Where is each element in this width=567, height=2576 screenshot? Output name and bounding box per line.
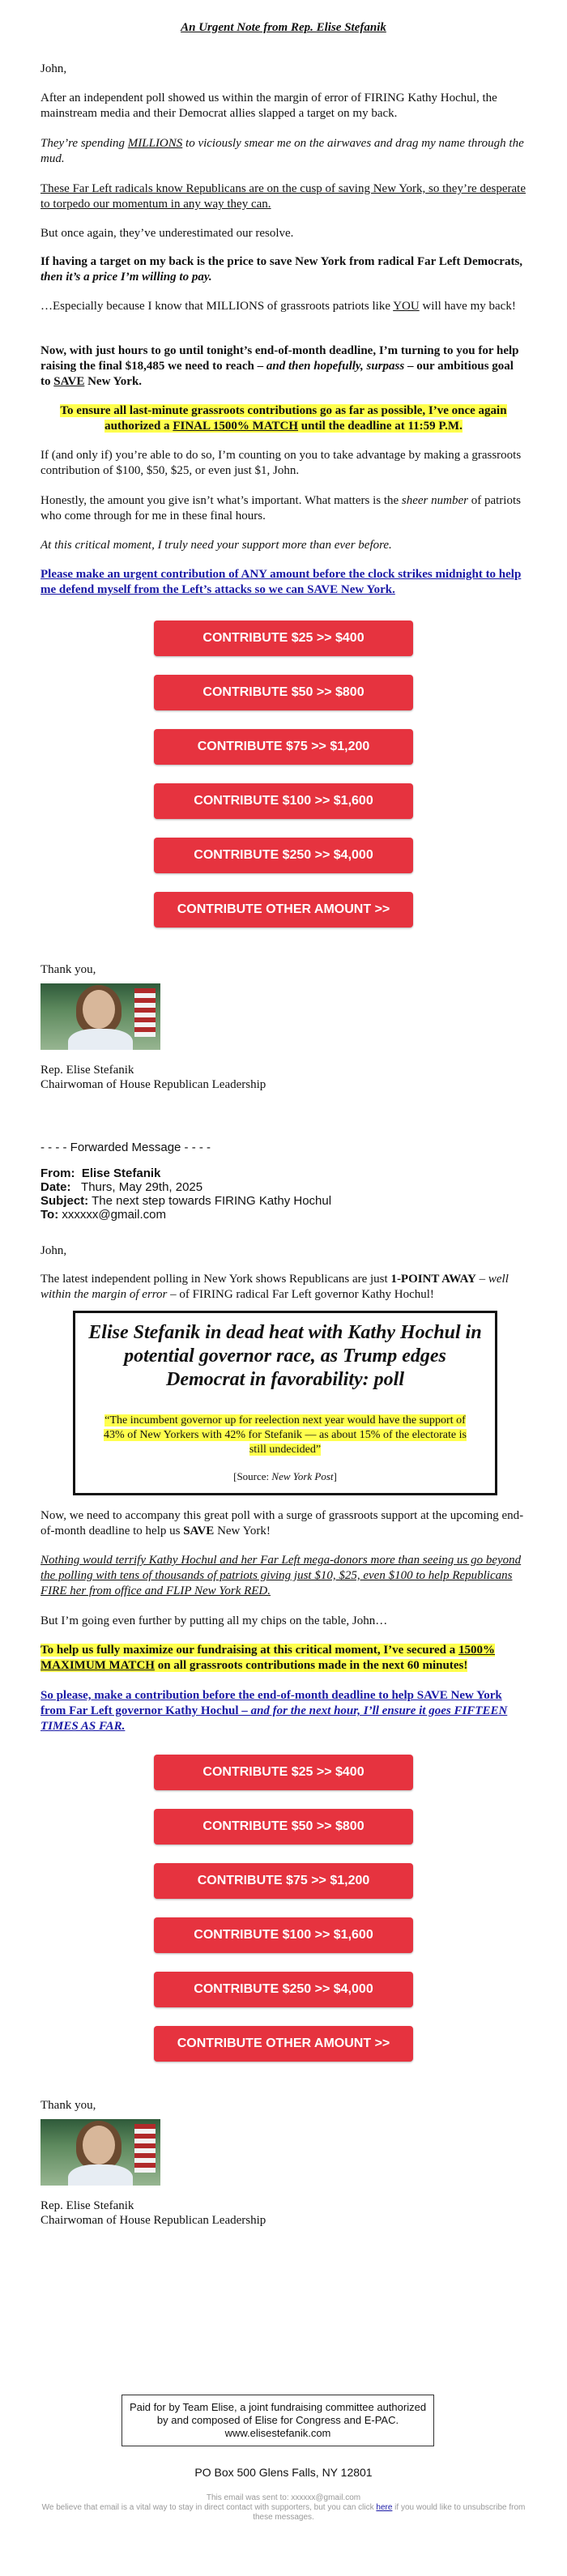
contribute-link[interactable]: Please make an urgent contribution of ANY amount before the clock strikes midnight to help me defend myself from the Left’s attacks so we can SAVE New York.: [40, 568, 522, 596]
contribute-75-button-2[interactable]: CONTRIBUTE $75 >> $1,200: [154, 1863, 413, 1899]
news-quote-box: [73, 1311, 497, 1495]
news-source: [Source: New York Post]: [233, 1470, 337, 1482]
forwarded-to: To: xxxxxx@gmail.com: [40, 1208, 166, 1222]
contribute-other-button[interactable]: CONTRIBUTE OTHER AMOUNT >>: [154, 892, 413, 928]
forwarded-from: From: Elise Stefanik: [40, 1166, 161, 1180]
paragraph-10: At this critical moment, I truly need your support more than ever before.: [40, 539, 392, 552]
contribute-25-button-2[interactable]: CONTRIBUTE $25 >> $400: [154, 1755, 413, 1790]
surge-paragraph: Now, we need to accompany this great poll with a surge of grassroots support at the upcoming end-of-month deadline to help us SAVE New York!: [40, 1509, 524, 1537]
paragraph-4: But once again, they’ve underestimated our resolve.: [40, 227, 294, 240]
paragraph-8: If (and only if) you’re able to do so, I’m counting on you to take advantage by making a grassroots contribution of $100, $50, $25, or even just $1, John.: [40, 449, 522, 477]
forwarded-header: - - - - Forwarded Message - - - -: [40, 1141, 211, 1154]
contribute-25-button[interactable]: CONTRIBUTE $25 >> $400: [154, 621, 413, 656]
signer-name: Rep. Elise Stefanik: [40, 1064, 134, 1077]
paragraph-5: If having a target on my back is the price to save New York from radical Far Left Democrats, then it’s a price I’m willing to pay.: [40, 255, 523, 284]
paragraph-6: …Especially because I know that MILLIONS of grassroots patriots like YOU will have my back!: [40, 300, 516, 313]
match-highlight-2: To help us fully maximize our fundraising at this critical moment, I’ve secured a 1500% MAXIMUM MATCH on all grassroots contributions made in the next 60 minutes!: [40, 1644, 495, 1672]
thank-you: Thank you,: [40, 963, 96, 976]
news-quote: “The incumbent governor up for reelection next year would have the support of 43% of New Yorkers with 42% for Stefanik — as about 15% of the electorate is still undecided”: [104, 1414, 467, 1456]
unsubscribe-link[interactable]: here: [376, 2503, 393, 2512]
paragraph-3: These Far Left radicals know Republicans are on the cusp of saving New York, so they’re desperate to torpedo our momentum in any way they can.: [40, 182, 526, 211]
paragraph-1: After an independent poll showed us within the margin of error of FIRING Kathy Hochul, the mainstream media and their Democrat allies slapped a target on my back.: [40, 92, 497, 120]
contribute-link-2[interactable]: So please, make a contribution before the end-of-month deadline to help SAVE New York from Far Left governor Kathy Hochul – and for the next hour, I’ll ensure it goes FIFTEEN TIMES AS FAR.: [40, 1689, 508, 1733]
contribute-250-button[interactable]: CONTRIBUTE $250 >> $4,000: [154, 838, 413, 873]
forwarded-date: Date: Thurs, May 29th, 2025: [40, 1180, 203, 1194]
signer-name-2: Rep. Elise Stefanik: [40, 2199, 134, 2212]
signer-photo: [40, 983, 160, 1050]
sent-to-notice: This email was sent to: xxxxxx@gmail.com: [206, 2493, 361, 2502]
poll-paragraph: The latest independent polling in New York shows Republicans are just 1-POINT AWAY – well within the margin of error – of FIRING radical Far Left governor Kathy Hochul!: [40, 1273, 509, 1301]
mailing-address: PO Box 500 Glens Falls, NY 12801: [194, 2466, 373, 2479]
greeting: John,: [40, 62, 67, 75]
terrify-paragraph: Nothing would terrify Kathy Hochul and her Far Left mega-donors more than seeing us go beyond the polling with tens of thousands of patriots giving just $10, $25, even $100 to help Republicans FIRE her from office and FLIP New York RED.: [40, 1554, 522, 1597]
thank-you-2: Thank you,: [40, 2099, 96, 2112]
paragraph-2: They’re spending MILLIONS to viciously smear me on the airwaves and drag my name through the mud.: [40, 137, 524, 165]
paragraph-9: Honestly, the amount you give isn’t what’s important. What matters is the sheer number of patriots who come through for me in these final hours.: [40, 494, 521, 522]
paragraph-7: Now, with just hours to go until tonight’s end-of-month deadline, I’m turning to you for help raising the final $18,485 we need to reach – and then hopefully, surpass – our ambitious goal to SAVE New York.: [40, 344, 519, 388]
contribute-100-button[interactable]: CONTRIBUTE $100 >> $1,600: [154, 783, 413, 819]
signer-role-2: Chairwoman of House Republican Leadership: [40, 2214, 266, 2227]
forwarded-subject: Subject: The next step towards FIRING Kathy Hochul: [40, 1194, 332, 1208]
news-headline: Elise Stefanik in dead heat with Kathy Hochul in potential governor race, as Trump edges Democrat in favorability: poll: [88, 1322, 482, 1390]
contribute-250-button-2[interactable]: CONTRIBUTE $250 >> $4,000: [154, 1972, 413, 2007]
signer-role: Chairwoman of House Republican Leadership: [40, 1078, 266, 1091]
contribute-75-button[interactable]: CONTRIBUTE $75 >> $1,200: [154, 729, 413, 765]
unsubscribe-notice: We believe that email is a vital way to stay in direct contact with supporters, but you can click here if you would like to unsubscribe from these messages.: [41, 2503, 526, 2522]
contribute-other-button-2[interactable]: CONTRIBUTE OTHER AMOUNT >>: [154, 2026, 413, 2062]
greeting-2: John,: [40, 1244, 67, 1257]
contribute-50-button-2[interactable]: CONTRIBUTE $50 >> $800: [154, 1809, 413, 1845]
contribute-50-button[interactable]: CONTRIBUTE $50 >> $800: [154, 675, 413, 710]
signer-photo-2: [40, 2119, 160, 2186]
contribute-100-button-2[interactable]: CONTRIBUTE $100 >> $1,600: [154, 1917, 413, 1953]
match-highlight: To ensure all last-minute grassroots contributions go as far as possible, I’ve once again authorized a FINAL 1500% MATCH until the deadline at 11:59 P.M.: [60, 404, 507, 433]
email-title: An Urgent Note from Rep. Elise Stefanik: [181, 21, 386, 34]
paid-for-disclaimer: Paid for by Team Elise, a joint fundraising committee authorized by and composed of Elise for Congress and E-PAC. www.elisestefanik.com: [122, 2395, 434, 2446]
chips-paragraph: But I’m going even further by putting all my chips on the table, John…: [40, 1614, 388, 1627]
